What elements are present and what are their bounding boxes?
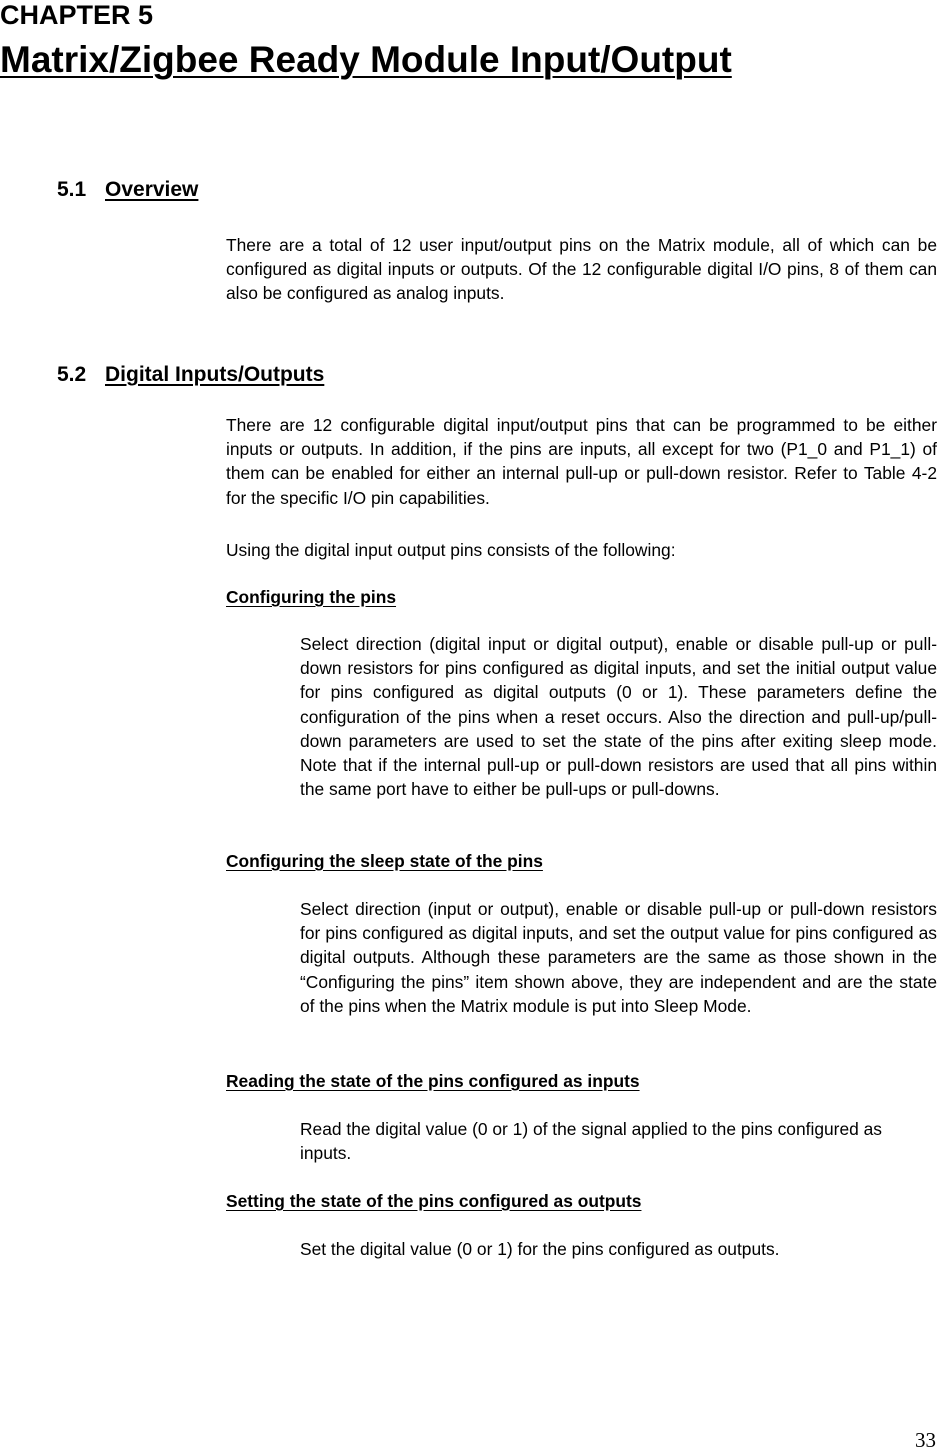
setting-outputs-paragraph: Set the digital value (0 or 1) for the pins configured as outputs. xyxy=(300,1239,780,1259)
subheading-reading-inputs: Reading the state of the pins configured as inputs xyxy=(226,1071,640,1091)
section-number: 5.2 xyxy=(57,363,87,386)
section-title: Digital Inputs/Outputs xyxy=(105,363,325,386)
overview-paragraph: There are a total of 12 user input/output pins on the Matrix module, all of which can be configured as digital inputs or outputs. Of the 12 configurable digital I/O pins, 8 of them can also be configured as analog inputs. xyxy=(226,235,937,304)
chapter-title: Matrix/Zigbee Ready Module Input/Output xyxy=(0,39,732,80)
section-heading-overview xyxy=(57,177,198,203)
reading-inputs-paragraph: Read the digital value (0 or 1) of the signal applied to the pins configured as inputs. xyxy=(300,1119,882,1164)
chapter-label: CHAPTER 5 xyxy=(0,0,154,30)
sleep-state-paragraph: Select direction (input or output), enable or disable pull-up or pull-down resistors for pins configured as digital inputs, and set the output value for pins configured as digital outputs. Although these parameters are the same as those shown in the “Configuring the pins” item shown above, they are independent and are the state of the pins when the Matrix module is put into Sleep Mode. xyxy=(300,899,937,1016)
subheading-configuring-pins: Configuring the pins xyxy=(226,587,397,607)
page-number: 33 xyxy=(915,1428,936,1452)
configuring-pins-paragraph: Select direction (digital input or digital output), enable or disable pull-up or pull-down resistors for pins configured as digital inputs, and set the initial output value for pins configured as digital outputs (0 or 1). These parameters define the configuration of the pins when a reset occurs. Also the direction and pull-up/pull-down parameters are used to set the state of the pins after exiting sleep mode. Note that if the internal pull-up or pull-down resistors are used that all pins within the same port have to either be pull-ups or pull-downs. xyxy=(300,634,937,800)
section-number: 5.1 xyxy=(57,178,87,201)
digital-io-intro-paragraph: There are 12 configurable digital input/output pins that can be programmed to be either inputs or outputs. In addition, if the pins are inputs, all except for two (P1_0 and P1_1) of them can be enabled for either an internal pull-up or pull-down resistor. Refer to Table 4-2 for the specific I/O pin capabilities. xyxy=(226,415,937,508)
subheading-sleep-state: Configuring the sleep state of the pins xyxy=(226,851,543,871)
subheading-setting-outputs: Setting the state of the pins configured as outputs xyxy=(226,1191,642,1211)
section-title: Overview xyxy=(105,178,199,201)
digital-io-usage-paragraph: Using the digital input output pins consists of the following: xyxy=(226,540,676,560)
section-heading-digital-io xyxy=(57,362,324,388)
